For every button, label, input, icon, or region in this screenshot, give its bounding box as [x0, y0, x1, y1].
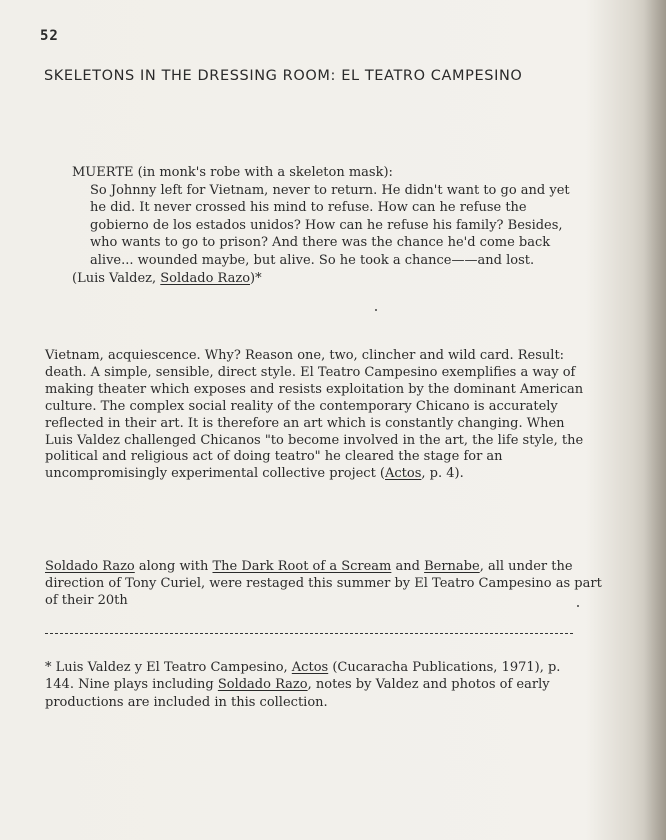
citation-prefix: (Luis Valdez,	[72, 270, 161, 286]
page-gutter-shadow	[644, 0, 666, 840]
stray-mark	[375, 309, 377, 311]
paragraph2-title-2: The Dark Root of a Scream	[212, 559, 392, 574]
paragraph2-text-2: and	[391, 559, 425, 574]
citation-suffix: )*	[250, 270, 262, 286]
paragraph1-text-a: Vietnam, acquiescence. Why? Reason one, two, clincher and wild card. Result: death. A simple, sensible, direct style. El Teatro Campesino exemplifies a way of making theater which exposes and resists exploitation by the dominant American culture. The complex social reality of the contemporary Chicano is accurately reflected in their art. It is therefore an art which is constantly changing. When Luis Valdez challenged Chicanos "to become involved in the art, the life style, the political and religious act of doing teatro" he cleared the stage for an uncompromisingly experimental collective project (	[45, 348, 584, 482]
footnote-title-1: Actos	[291, 660, 329, 675]
footnote-divider	[45, 633, 573, 634]
footnote-text-c: , notes by Valdez and photos of early productions are included in this collection.	[45, 677, 550, 710]
quote-speaker: MUERTE (in monk's robe with a skeleton mask):	[72, 165, 393, 180]
body-paragraph-1	[45, 348, 590, 483]
page-number: 52	[40, 28, 59, 44]
body-paragraph-2	[45, 558, 605, 609]
stray-mark	[577, 605, 579, 607]
paragraph2-title-1: Soldado Razo	[45, 559, 135, 574]
paragraph2-text-3: , all under the direction of Tony Curiel, were restaged this summer by El Teatro Campesino as part of their 20th	[45, 559, 602, 608]
paragraph1-ref-title: Actos	[385, 466, 422, 482]
footnote-title-2: Soldado Razo	[217, 677, 308, 693]
section-title: SKELETONS IN THE DRESSING ROOM: EL TEATRO CAMPESINO	[44, 68, 523, 84]
footnote	[45, 659, 585, 711]
paragraph2-text-1: along with	[134, 559, 213, 574]
footnote-text-b: (Cucaracha Publications, 1971), p. 144. Nine plays including	[45, 660, 561, 693]
paragraph2-title-3: Bernabe	[424, 559, 480, 574]
footnote-text-a: * Luis Valdez y El Teatro Campesino,	[45, 660, 292, 675]
epigraph-quote	[72, 164, 572, 287]
quote-text: So Johnny left for Vietnam, never to return. He didn't want to go and yet he did. It never crossed his mind to refuse. How can he refuse the gobierno de los estados unidos? How can he refuse his family? Besides, who wants to go to prison? And there was the chance he'd come back alive... wounded maybe, but alive. So he took a chance——and lost.	[90, 182, 570, 268]
paragraph1-text-b: , p. 4).	[421, 466, 464, 482]
quote-citation	[72, 270, 572, 288]
citation-title: Soldado Razo	[160, 270, 251, 286]
